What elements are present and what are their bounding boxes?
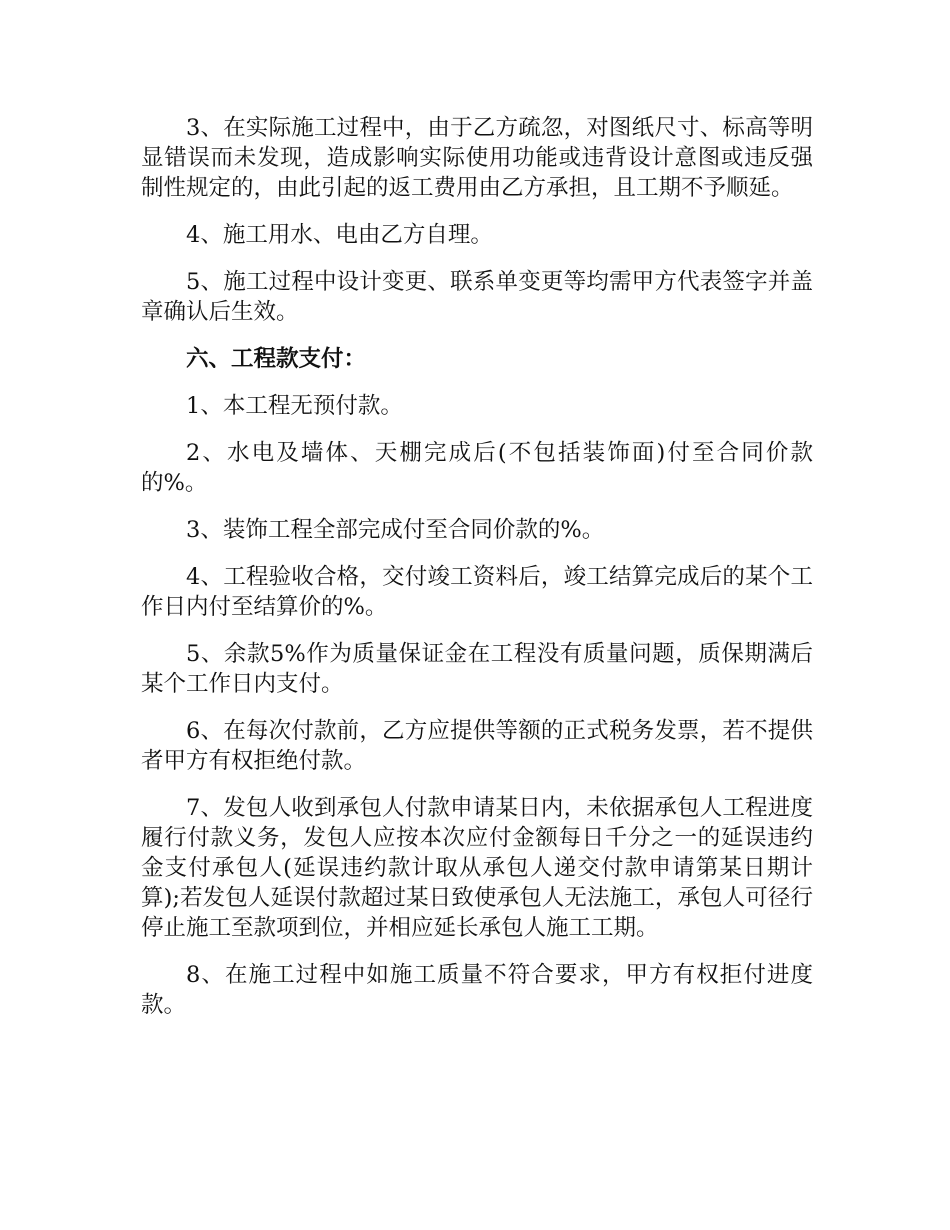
payment-clause-3: 3、装饰工程全部完成付至合同价款的%。	[186, 517, 605, 543]
payment-clause-1: 1、本工程无预付款。	[186, 393, 403, 419]
payment-clause-5: 5、余款5%作为质量保证金在工程没有质量问题，质保期满后某个工作日内支付。	[141, 641, 813, 697]
payment-clause-7: 7、发包人收到承包人付款申请某日内，未依据承包人工程进度履行付款义务，发包人应按本次应付金额每日千分之一的延误违约金支付承包人(延误违约款计取从承包人递交付款申请第某日期计算);若发包人延误付款超过某日致使承包人无法施工，承包人可径行停止施工至款项到位，并相应延长承包人施工工期。	[141, 795, 813, 941]
document-page	[141, 113, 813, 1037]
clause-4-water-electricity: 4、施工用水、电由乙方自理。	[186, 222, 493, 248]
payment-clause-2: 2、水电及墙体、天棚完成后(不包括装饰面)付至合同价款的%。	[141, 440, 813, 496]
section-heading-payment: 六、工程款支付：	[186, 346, 367, 372]
clause-3-rework-cost: 3、在实际施工过程中，由于乙方疏忽，对图纸尺寸、标高等明显错误而未发现，造成影响实际使用功能或违背设计意图或违反强制性规定的，由此引起的返工费用由乙方承担，且工期不予顺延。	[141, 115, 813, 201]
payment-clause-4: 4、工程验收合格，交付竣工资料后，竣工结算完成后的某个工作日内付至结算价的%。	[141, 564, 813, 620]
payment-clause-8: 8、在施工过程中如施工质量不符合要求，甲方有权拒付进度款。	[141, 962, 813, 1018]
payment-clause-6: 6、在每次付款前，乙方应提供等额的正式税务发票，若不提供者甲方有权拒绝付款。	[141, 718, 813, 774]
clause-5-design-change: 5、施工过程中设计变更、联系单变更等均需甲方代表签字并盖章确认后生效。	[141, 269, 813, 325]
